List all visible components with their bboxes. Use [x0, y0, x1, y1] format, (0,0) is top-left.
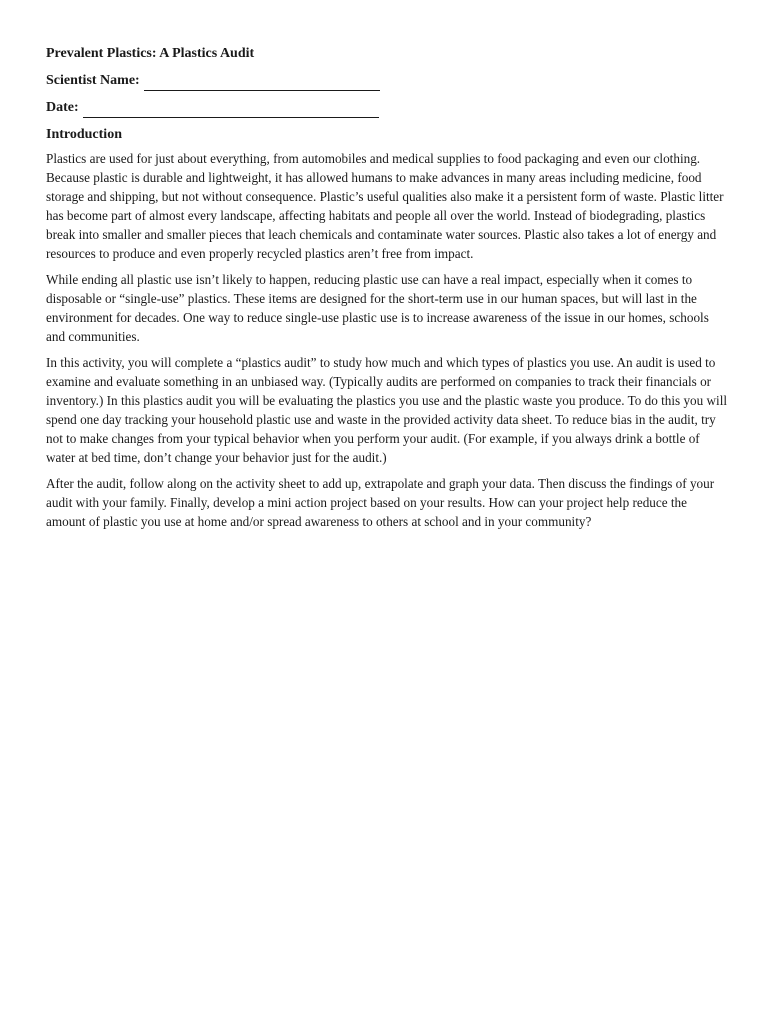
date-label: Date: — [46, 100, 79, 115]
paragraph-1: Plastics are used for just about everything, from automobiles and medical supplies to food packaging and even our clothing. Because plastic is durable and lightweight, it has allowed humans to make advances in many areas including medicine, food storage and shipping, but not without consequence. Plastic’s useful qualities also make it a persistent form of waste. Plastic litter has become part of almost every landscape, affecting habitats and people all over the world. Instead of biodegrading, plastics break into smaller and smaller pieces that leach chemicals and contaminate water sources. Plastic also takes a lot of energy and resources to produce and even properly recycled plastics aren’t free from impact. — [46, 151, 724, 261]
date-blank-line — [83, 102, 379, 118]
paragraph-3: In this activity, you will complete a “plastics audit” to study how much and which types of plastics you use. An audit is used to examine and evaluate something in an unbiased way. (Typically audits are performed on companies to track their financials or inventory.) In this plastics audit you will be evaluating the plastics you use and the plastic waste you produce. To do this you will spend one day tracking your household plastic use and waste in the provided activity data sheet. To reduce bias in the audit, try not to make changes from your typical behavior when you perform your audit. (For example, if you always drink a bottle of water at bed time, don’t change your behavior just for the audit.) — [46, 355, 728, 465]
scientist-name-field — [46, 71, 728, 91]
scientist-name-label: Scientist Name: — [46, 73, 140, 88]
paragraph-4: After the audit, follow along on the activity sheet to add up, extrapolate and graph your data. Then discuss the findings of your audit with your family. Finally, develop a mini action project based on your results. How can your project help reduce the amount of plastic you use at home and/or spread awareness to others at school and in your community? — [46, 476, 715, 529]
date-field — [46, 98, 728, 118]
document-page — [46, 44, 728, 538]
paragraph-2: While ending all plastic use isn’t likely to happen, reducing plastic use can have a real impact, especially when it comes to disposable or “single-use” plastics. These items are designed for the short-term use in our human spaces, but will last in the environment for decades. One way to reduce single-use plastic use is to increase awareness of the issue in our homes, schools and communities. — [46, 272, 709, 344]
scientist-name-blank-line — [144, 75, 380, 91]
section-heading: Introduction — [46, 127, 122, 142]
document-title: Prevalent Plastics: A Plastics Audit — [46, 46, 255, 61]
